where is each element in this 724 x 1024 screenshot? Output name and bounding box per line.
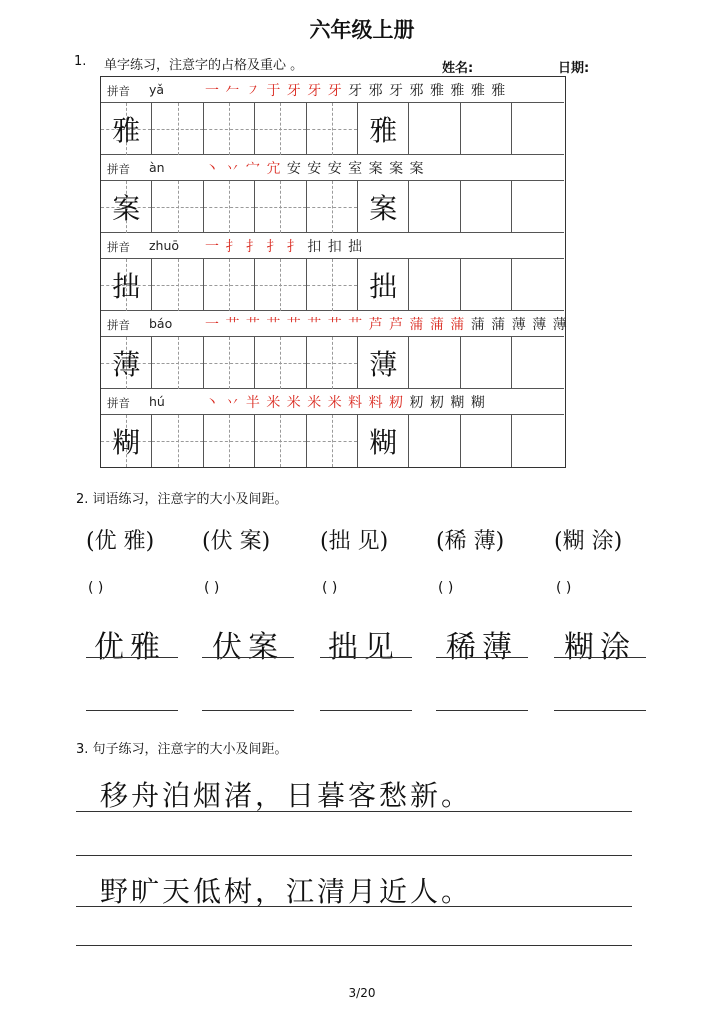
pinyin-value: báo <box>149 316 173 331</box>
practice-cell[interactable] <box>152 415 203 467</box>
practice-cell[interactable] <box>307 337 358 389</box>
stroke-order-red: 一 扌 扌 扌 扌 <box>205 239 302 255</box>
practice-line[interactable] <box>436 710 528 711</box>
practice-line[interactable] <box>76 855 632 856</box>
pinyin-label: 拼音 <box>107 318 130 332</box>
stroke-order <box>205 314 568 334</box>
practice-grid-row <box>101 103 564 155</box>
model-underline <box>320 657 412 658</box>
practice-cell[interactable] <box>204 337 255 389</box>
practice-grid-row <box>101 415 564 467</box>
practice-cell[interactable] <box>461 337 512 389</box>
practice-line[interactable] <box>320 710 412 711</box>
sentence-line <box>76 906 632 907</box>
stroke-order <box>205 392 486 412</box>
single-character-table <box>100 76 566 468</box>
practice-cell[interactable] <box>255 103 306 155</box>
sentence-line <box>76 811 632 812</box>
pinyin-label: 拼音 <box>107 162 130 176</box>
word-group: (优 雅) <box>86 529 155 554</box>
model-underline <box>436 657 528 658</box>
model-character: 案 <box>369 192 398 225</box>
pinyin-value: hú <box>149 394 165 409</box>
practice-cell[interactable] <box>512 337 563 389</box>
model-character: 雅 <box>112 114 141 147</box>
model-sentence: 移舟泊烟渚，日暮客愁新。 <box>100 779 473 812</box>
model-underline <box>86 657 178 658</box>
model-character: 薄 <box>369 348 398 381</box>
model-character-cell <box>358 103 409 155</box>
model-word: 稀薄 <box>446 630 518 665</box>
practice-line[interactable] <box>76 945 632 946</box>
model-character-cell <box>358 415 409 467</box>
practice-cell[interactable] <box>204 259 255 311</box>
stroke-order-black: 牙 邪 牙 邪 雅 雅 雅 雅 <box>348 83 507 99</box>
practice-cell[interactable] <box>461 181 512 233</box>
word-group: (拙 见) <box>320 529 389 554</box>
practice-cell[interactable] <box>307 181 358 233</box>
practice-cell[interactable] <box>512 181 563 233</box>
stroke-order-black: 籾 籾 糊 糊 <box>409 395 486 411</box>
stroke-order-red: 丶 丷 宀 宂 <box>205 161 282 177</box>
pinyin-blank[interactable]: ( ) <box>322 580 338 596</box>
model-character: 雅 <box>369 114 398 147</box>
pinyin-value: zhuō <box>149 238 180 253</box>
practice-line[interactable] <box>86 710 178 711</box>
practice-cell[interactable] <box>255 415 306 467</box>
pinyin-blank[interactable]: ( ) <box>204 580 220 596</box>
pinyin-blank[interactable]: ( ) <box>556 580 572 596</box>
practice-cell[interactable] <box>204 415 255 467</box>
practice-cell[interactable] <box>255 259 306 311</box>
model-character: 薄 <box>112 348 141 381</box>
model-character-cell <box>101 181 152 233</box>
page-title: 六年级上册 <box>309 18 415 42</box>
word-group: (糊 涂) <box>554 529 623 554</box>
model-character-cell <box>101 103 152 155</box>
model-character-cell <box>358 337 409 389</box>
practice-cell[interactable] <box>152 259 203 311</box>
practice-cell[interactable] <box>512 103 563 155</box>
practice-line[interactable] <box>554 710 646 711</box>
stroke-order-black: 蒲 蒲 薄 薄 薄 <box>470 317 568 333</box>
practice-cell[interactable] <box>152 337 203 389</box>
model-character: 拙 <box>112 270 141 303</box>
model-word: 伏案 <box>212 630 284 665</box>
model-character: 糊 <box>369 426 398 459</box>
section3-instruction: 3. 句子练习，注意字的大小及间距。 <box>76 742 288 757</box>
model-character: 糊 <box>112 426 141 459</box>
practice-cell[interactable] <box>152 181 203 233</box>
model-word: 拙见 <box>328 630 400 665</box>
date-label: 日期: <box>558 61 590 76</box>
practice-cell[interactable] <box>409 259 460 311</box>
stroke-order-red: 一 艹 艹 艹 艹 艹 艹 艹 芦 芦 蒲 蒲 蒲 <box>205 317 466 333</box>
page-number: 3/20 <box>348 986 376 1000</box>
pinyin-row <box>101 389 564 415</box>
practice-cell[interactable] <box>204 103 255 155</box>
model-character-cell <box>101 259 152 311</box>
practice-grid-row <box>101 181 564 233</box>
model-character-cell <box>101 337 152 389</box>
pinyin-value: àn <box>149 160 165 175</box>
section1-number: 1. <box>74 54 87 69</box>
stroke-order <box>205 158 425 178</box>
practice-grid-row <box>101 337 564 389</box>
word-group: (稀 薄) <box>436 529 505 554</box>
name-label: 姓名: <box>442 61 474 76</box>
practice-cell[interactable] <box>461 415 512 467</box>
word-group: (伏 案) <box>202 529 271 554</box>
pinyin-row <box>101 233 564 259</box>
pinyin-blank[interactable]: ( ) <box>438 580 454 596</box>
practice-cell[interactable] <box>461 259 512 311</box>
stroke-order-red: 一 𠂉 ㇇ 于 牙 牙 牙 <box>205 83 343 99</box>
pinyin-label: 拼音 <box>107 84 130 98</box>
pinyin-row <box>101 77 564 103</box>
practice-cell[interactable] <box>512 415 563 467</box>
model-word: 糊涂 <box>564 630 636 665</box>
section1-instruction: 单字练习，注意字的占格及重心 。 <box>104 58 304 73</box>
stroke-order <box>205 80 506 100</box>
model-character: 拙 <box>369 270 398 303</box>
model-character-cell <box>101 415 152 467</box>
pinyin-label: 拼音 <box>107 240 130 254</box>
practice-cell[interactable] <box>307 103 358 155</box>
model-sentence: 野旷天低树，江清月近人。 <box>100 875 473 908</box>
practice-cell[interactable] <box>409 337 460 389</box>
pinyin-label: 拼音 <box>107 396 130 410</box>
model-word: 优雅 <box>94 630 166 665</box>
practice-cell[interactable] <box>409 103 460 155</box>
pinyin-row <box>101 155 564 181</box>
model-underline <box>202 657 294 658</box>
model-underline <box>554 657 646 658</box>
stroke-order-red: 丶 丷 半 米 米 米 米 料 料 籾 <box>205 395 405 411</box>
practice-cell[interactable] <box>461 103 512 155</box>
stroke-order-black: 扣 扣 拙 <box>307 239 364 255</box>
practice-cell[interactable] <box>512 259 563 311</box>
model-character-cell <box>358 181 409 233</box>
practice-cell[interactable] <box>152 103 203 155</box>
practice-cell[interactable] <box>409 415 460 467</box>
practice-cell[interactable] <box>307 259 358 311</box>
stroke-order-black: 安 安 安 室 案 案 案 <box>286 161 425 177</box>
practice-cell[interactable] <box>307 415 358 467</box>
model-character-cell <box>358 259 409 311</box>
practice-cell[interactable] <box>255 337 306 389</box>
stroke-order <box>205 236 363 256</box>
section2-instruction: 2. 词语练习，注意字的大小及间距。 <box>76 492 288 507</box>
model-character: 案 <box>112 192 141 225</box>
practice-cell[interactable] <box>255 181 306 233</box>
practice-cell[interactable] <box>409 181 460 233</box>
pinyin-value: yǎ <box>149 82 165 97</box>
practice-grid-row <box>101 259 564 311</box>
pinyin-row <box>101 311 568 337</box>
practice-line[interactable] <box>202 710 294 711</box>
practice-cell[interactable] <box>204 181 255 233</box>
pinyin-blank[interactable]: ( ) <box>88 580 104 596</box>
